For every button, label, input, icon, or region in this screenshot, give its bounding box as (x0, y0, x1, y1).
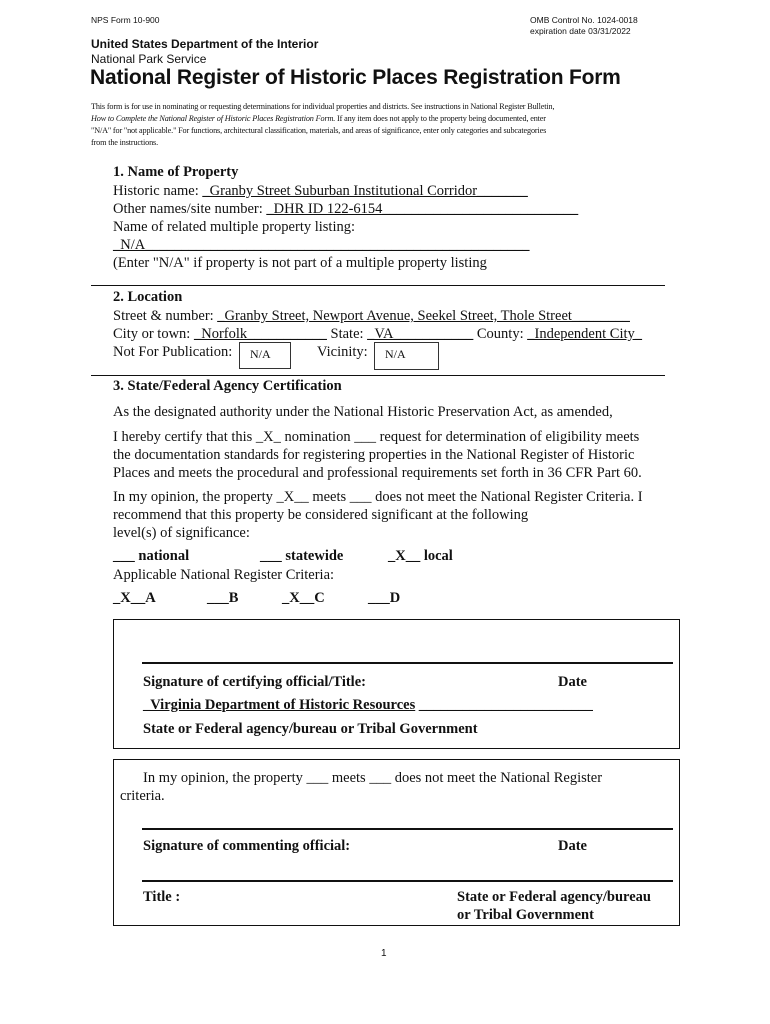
intro-line-2-rest: If any item does not apply to the property being documented, enter (335, 114, 546, 123)
form-number: NPS Form 10-900 (91, 15, 160, 25)
intro-line-2 (91, 113, 691, 125)
city-row (113, 325, 642, 343)
agency-label-2-line-2: or Tribal Government (457, 907, 594, 923)
historic-name-label: Historic name: (113, 183, 203, 199)
opinion-line-2: recommend that this property be considered significant at the following (113, 507, 529, 523)
level-local[interactable]: _X__ local (388, 548, 453, 564)
omb-control-number: OMB Control No. 1024-0018 (530, 15, 638, 25)
intro-paragraph (91, 101, 691, 149)
certifying-date-label: Date (558, 674, 587, 690)
commenting-date-label: Date (558, 838, 587, 854)
section-divider (91, 285, 665, 286)
expiration-date: expiration date 03/31/2022 (530, 26, 631, 36)
criteria-label: Applicable National Register Criteria: (113, 567, 335, 583)
comment-opinion-line-2: criteria. (120, 788, 165, 804)
certify-line-1: I hereby certify that this _X_ nomination ___ request for determination of eligibility meets (113, 429, 640, 445)
street-field[interactable]: _Granby Street, Newport Avenue, Seekel Street, Thole Street________ (217, 308, 630, 324)
title-label: Title : (143, 889, 181, 905)
comment-opinion-line-1: In my opinion, the property ___ meets ___ does not meet the National Register (143, 770, 603, 786)
historic-name-row (113, 182, 528, 200)
historic-name-field[interactable]: _Granby Street Suburban Institutional Corridor_______ (202, 183, 528, 199)
vicinity-field[interactable]: N/A (374, 342, 439, 370)
other-names-label: Other names/site number: (113, 201, 267, 217)
intro-line-3: "N/A" for "not applicable." For functions, architectural classification, materials, and areas of significance, enter only categories and subcategories (91, 126, 547, 135)
related-listing-field[interactable]: _N/A_____________________________________________________ (113, 237, 530, 253)
county-label: County: (473, 326, 528, 342)
opinion-line-1: In my opinion, the property _X__ meets ___ does not meet the National Register Criteria. I (113, 489, 643, 505)
agency-label: State or Federal agency/bureau or Tribal Government (143, 721, 478, 737)
related-listing-note: (Enter "N/A" if property is not part of a multiple property listing (113, 255, 487, 271)
section1-heading: 1. Name of Property (113, 164, 239, 180)
county-field[interactable]: _Independent City_ (527, 326, 643, 342)
not-for-publication-label: Not For Publication: (113, 344, 233, 360)
agency-label-2-line-1: State or Federal agency/bureau (457, 889, 651, 905)
level-statewide[interactable]: ___ statewide (260, 548, 344, 564)
page-number: 1 (381, 948, 387, 959)
intro-line-4: from the instructions. (91, 138, 158, 147)
opinion-line-3: level(s) of significance: (113, 525, 250, 541)
street-row (113, 307, 630, 325)
intro-line-1: This form is for use in nominating or requesting determinations for individual properties and districts. See instructions in National Register Bulletin, (91, 102, 555, 111)
city-label: City or town: (113, 326, 194, 342)
agency-row (143, 697, 593, 714)
certify-line-3: Places and meets the procedural and professional requirements set forth in 36 CFR Part 60. (113, 465, 642, 481)
street-label: Street & number: (113, 308, 218, 324)
state-label: State: (326, 326, 368, 342)
criterion-b[interactable]: ___B (207, 590, 239, 606)
level-national[interactable]: ___ national (113, 548, 190, 564)
agency-field-blank: ________________________ (418, 697, 593, 713)
not-for-publication-field[interactable]: N/A (239, 342, 291, 369)
criterion-d[interactable]: ___D (368, 590, 401, 606)
page-title: National Register of Historic Places Registration Form (90, 66, 621, 89)
vicinity-label: Vicinity: (317, 344, 368, 360)
agency-field[interactable]: _Virginia Department of Historic Resources (143, 697, 416, 713)
certify-line-2: the documentation standards for registering properties in the National Register of Historic (113, 447, 635, 463)
section3-heading: 3. State/Federal Agency Certification (113, 378, 342, 394)
criterion-c[interactable]: _X__C (282, 590, 325, 606)
department-name: United States Department of the Interior (91, 37, 319, 51)
related-listing-label: Name of related multiple property listing: (113, 219, 356, 235)
other-names-row (113, 200, 578, 218)
state-field[interactable]: _VA___________ (367, 326, 474, 342)
commenting-signature-line[interactable] (142, 828, 673, 830)
certifying-signature-label: Signature of certifying official/Title: (143, 674, 366, 690)
section2-heading: 2. Location (113, 289, 183, 305)
intro-bulletin-title: How to Complete the National Register of Historic Places Registration Form. (91, 114, 336, 123)
title-line[interactable] (142, 880, 673, 882)
commenting-signature-label: Signature of commenting official: (143, 838, 351, 854)
criterion-a[interactable]: _X__A (113, 590, 156, 606)
section-divider (91, 375, 665, 376)
service-name: National Park Service (91, 52, 207, 66)
authority-statement: As the designated authority under the National Historic Preservation Act, as amended, (113, 404, 613, 420)
certifying-signature-line[interactable] (142, 662, 673, 664)
city-field[interactable]: _Norfolk___________ (193, 326, 327, 342)
other-names-field[interactable]: _DHR ID 122-6154___________________________ (266, 201, 579, 217)
